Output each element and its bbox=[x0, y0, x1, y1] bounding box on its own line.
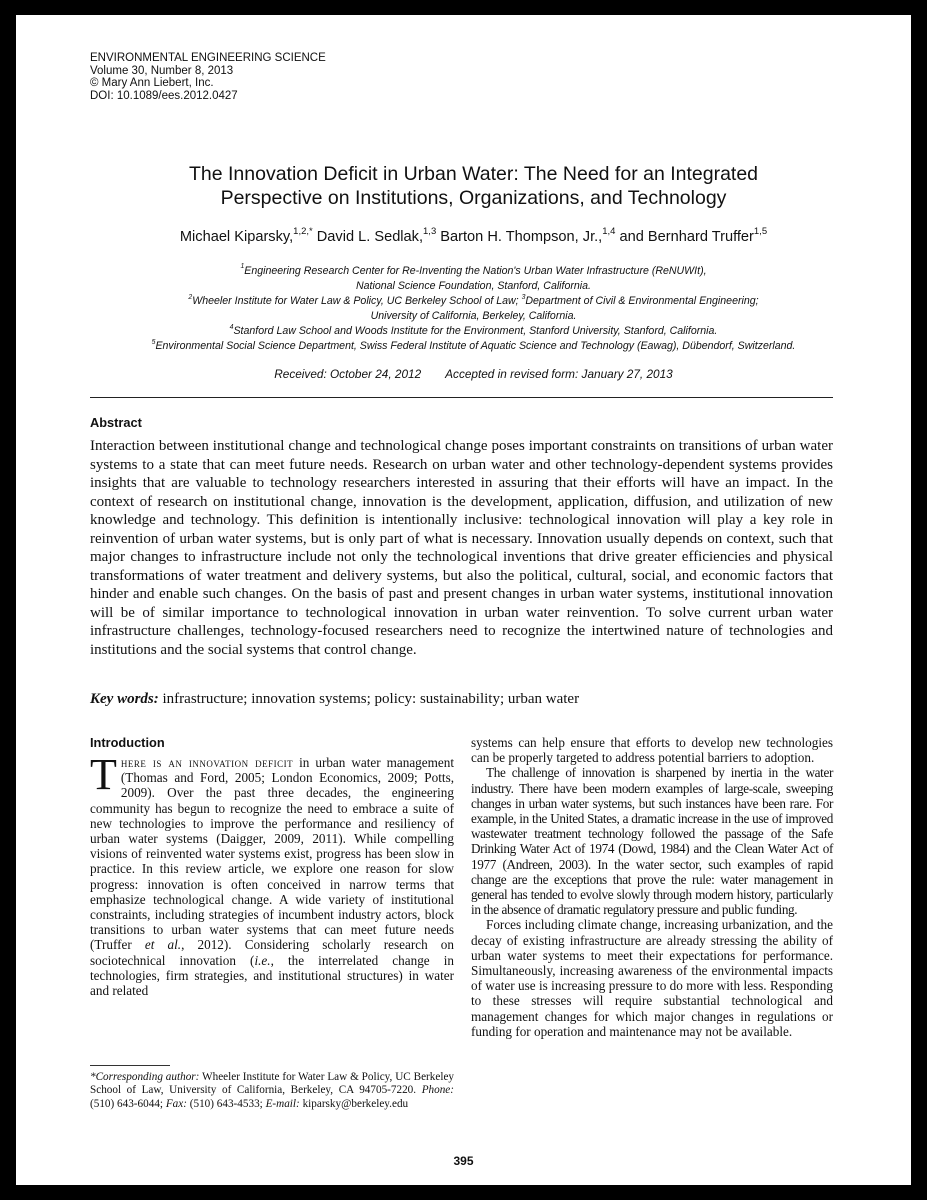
affil-sup: 4 bbox=[229, 323, 234, 331]
affiliation-line: University of California, Berkeley, California. bbox=[370, 310, 577, 323]
article-dates bbox=[76, 367, 871, 381]
author-name: David L. Sedlak, bbox=[316, 229, 424, 245]
article-page bbox=[16, 15, 911, 1185]
intro-text-italic: i.e. bbox=[254, 952, 271, 968]
author-affil-sup: 1,2,* bbox=[293, 226, 313, 238]
author-affil-sup: 1,5 bbox=[753, 226, 768, 238]
page-number: 395 bbox=[453, 1154, 474, 1168]
affil-sup: 3 bbox=[521, 293, 526, 301]
keywords-label: Key words: bbox=[90, 691, 159, 707]
affiliation-line bbox=[56, 294, 891, 309]
affil-sup: 2 bbox=[188, 293, 193, 301]
footnote-label: *Corresponding author: bbox=[90, 1071, 200, 1083]
left-column bbox=[90, 735, 454, 998]
affiliation-line: National Science Foundation, Stanford, California. bbox=[356, 280, 591, 293]
affiliations bbox=[56, 264, 891, 355]
title-line-1: The Innovation Deficit in Urban Water: The Need for an Integrated bbox=[188, 163, 759, 185]
author-affil-sup: 1,4 bbox=[602, 226, 616, 238]
author-affil-sup: 1,3 bbox=[423, 226, 437, 238]
title-line-2: Perspective on Institutions, Organizations, and Technology bbox=[220, 187, 727, 209]
affiliation-line bbox=[56, 339, 891, 354]
affiliation-line bbox=[56, 324, 891, 339]
drop-cap: T bbox=[90, 750, 117, 799]
right-column bbox=[471, 735, 833, 1039]
abstract-text: Interaction between institutional change and technological change poses important constraints on transitions of urban water systems to a state that can meet future needs. Research on urban water and other technology-dependent systems provides insights that are valuable to technology researchers interested in assuring that their efforts will have an impact. In the context of research on institutional change, innovation is the development, application, diffusion, and utilization of new knowledge and technology. This definition is intentionally inclusive: technological innovation will play a key role in reinvention of urban water systems, but is only part of what is necessary. Innovation usually depends on context, such that major changes to infrastructure include not only the technological inventions that drive greater efficiencies and physical transformations of water treatment and delivery systems, but also the political, cultural, social, and economic factors that hinder and enable such changes. On the basis of past and present changes in urban water systems, institutional innovation will be of similar importance to technological innovation in urban water reinvention. To solve current urban water infrastructure challenges, technology-focused researchers need to recognize the intertwined nature of technologies and institutions and the social systems that control change. bbox=[90, 438, 833, 658]
intro-text-italic: et al. bbox=[144, 937, 182, 953]
journal-copyright: © Mary Ann Liebert, Inc. bbox=[90, 77, 214, 90]
footnote-divider bbox=[90, 1065, 170, 1066]
footnote-label: Phone: bbox=[421, 1084, 454, 1097]
affil-text: Stanford Law School and Woods Institute for the Environment, Stanford University, Stanford, California. bbox=[233, 325, 718, 338]
author-name: and Bernhard Truffer bbox=[619, 229, 754, 245]
author-list bbox=[76, 226, 871, 245]
introduction-heading: Introduction bbox=[90, 735, 165, 750]
journal-doi: DOI: 10.1089/ees.2012.0427 bbox=[90, 89, 238, 102]
intro-paragraph-1 bbox=[90, 750, 455, 999]
intro-paragraph-1-continued: systems can help ensure that efforts to develop new technologies can be properly targeted to address potential barriers to adoption. bbox=[471, 735, 833, 766]
header-divider bbox=[90, 397, 833, 398]
footnote-label: E-mail: bbox=[265, 1097, 300, 1110]
affil-sup: 1 bbox=[240, 263, 245, 271]
affil-text: Department of Civil & Environmental Engineering; bbox=[525, 295, 759, 308]
affil-sup: 5 bbox=[151, 338, 156, 346]
keywords bbox=[90, 690, 833, 709]
intro-text: , the interrelated change in technologies, firm strategies, and institutional structures) in water and related bbox=[90, 952, 455, 999]
intro-paragraph-3: Forces including climate change, increasing urbanization, and the decay of existing infrastructure are already stressing the ability of urban water systems to meet their expectations for performance. Simultaneously, increasing awareness of the environmental impacts of water use is increasing pressure to do more with less. Responding to these stresses will require substantial technological and management changes for which major changes in regulations or funding for operation and maintenance may not be available. bbox=[471, 917, 833, 1039]
journal-volume: Volume 30, Number 8, 2013 bbox=[90, 64, 234, 77]
footnote-text: kiparsky@berkeley.edu bbox=[299, 1097, 409, 1110]
affil-text: Wheeler Institute for Water Law & Policy, UC Berkeley School of Law; bbox=[192, 295, 522, 308]
affiliation-line bbox=[56, 264, 891, 279]
intro-lead-in: here is an innovation deficit bbox=[120, 755, 294, 770]
abstract-heading: Abstract bbox=[90, 415, 142, 430]
footnote-text: (510) 643-4533; bbox=[186, 1097, 266, 1110]
footnote-text: (510) 643-6044; bbox=[90, 1097, 166, 1110]
affil-text: Engineering Research Center for Re-Inventing the Nation's Urban Water Infrastructure (ReNUWIt), bbox=[244, 265, 707, 277]
footnote-label: Fax: bbox=[165, 1097, 187, 1110]
keywords-text: infrastructure; innovation systems; policy: sustainability; urban water bbox=[158, 691, 580, 707]
article-title bbox=[76, 162, 871, 210]
received-date: Received: October 24, 2012 bbox=[274, 367, 422, 381]
accepted-date: Accepted in revised form: January 27, 2013 bbox=[445, 367, 673, 381]
journal-header bbox=[90, 52, 326, 102]
intro-paragraph-2: The challenge of innovation is sharpened by inertia in the water industry. There have been modern examples of large-scale, sweeping changes in urban water systems, but such instances have been rare. For example, in the United States, a dramatic increase in the use of improved wastewater treatment technology followed the passage of the Safe Drinking Water Act of 1974 (Dowd, 1984) and the Clean Water Act of 1977 (Andreen, 2003). In the water sector, such examples of rapid change are the exceptions that prove the rule: water management in general has tended to evolve slowly through modern history, particularly in the absence of dramatic regulatory pressure and public funding. bbox=[471, 765, 833, 918]
footnote-text: Wheeler Institute for Water Law & Policy, UC Berkeley School of Law, University of California, Berkeley, CA 94705-7220. bbox=[90, 1071, 455, 1097]
journal-name: ENVIRONMENTAL ENGINEERING SCIENCE bbox=[90, 52, 326, 64]
intro-text: , 2012). Considering scholarly research on sociotechnical innovation ( bbox=[90, 937, 454, 968]
intro-text: in urban water management (Thomas and Ford, 2005; London Economics, 2009; Potts, 2009). Over the past three decades, the engineering community has begun to recognize the need to embrace a suite of new technologies to improve the performance and resiliency of urban water systems (Daigger, 2009, 2011). While compelling visions of reinvented water systems exist, progress has been slow in practice. In this review article, we explore one reason for slow progress: innovation is often conceived in narrow terms that emphasize technological change. A wide variety of institutional constraints, including strategies of incumbent industry actors, block transitions to urban water systems that can meet future needs (Truffer bbox=[90, 755, 454, 953]
author-name: Barton H. Thompson, Jr., bbox=[440, 229, 603, 245]
author-name: Michael Kiparsky, bbox=[179, 229, 294, 245]
affil-text: Environmental Social Science Department, Swiss Federal Institute of Aquatic Science and Technology (Eawag), Dübendorf, Switzerland. bbox=[155, 340, 796, 353]
corresponding-author-footnote bbox=[90, 1071, 454, 1111]
